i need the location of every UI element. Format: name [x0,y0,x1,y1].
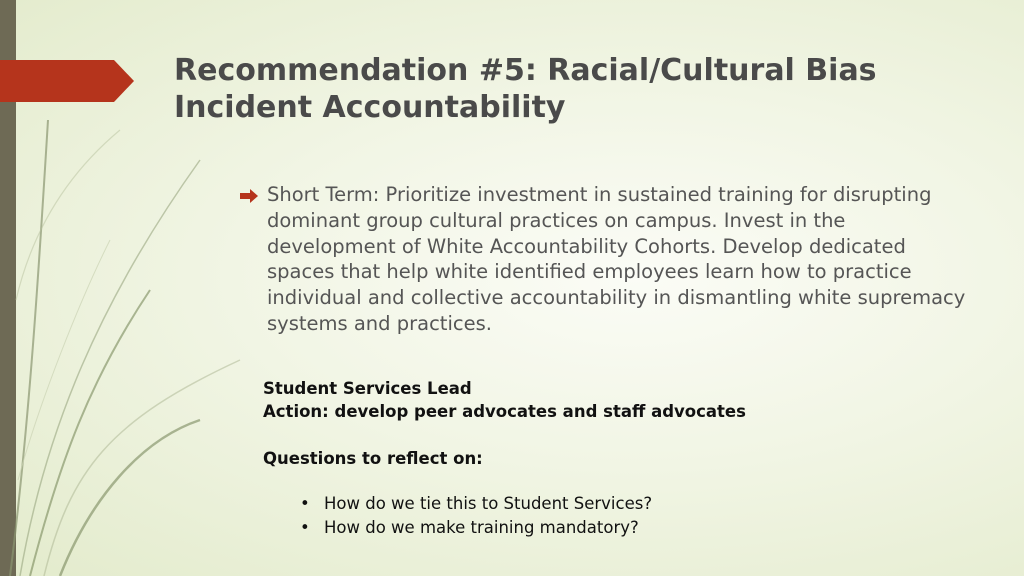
questions-heading: Questions to reflect on: [263,449,483,468]
lead-block [263,377,963,423]
bullet-dot: • [300,518,310,537]
action-label: Action: develop peer advocates and staff advocates [263,402,746,421]
short-term-bullet [240,182,970,337]
title-line-1: Recommendation #5: Racial/Cultural Bias [174,53,877,88]
lead-label: Student Services Lead [263,379,472,398]
short-term-text: Short Term: Prioritize investment in sustained training for disrupting dominant group cultural practices on campus. Invest in the development of White Accountability Cohorts. Develop dedicated spaces that help white identified employees learn how to practice individual and collective accountability in dismantling white supremacy systems and practices. [267,183,966,335]
questions-list [300,492,652,540]
slide-title [174,52,974,126]
list-item [300,516,652,540]
bullet-dot: • [300,494,310,513]
question-text: How do we make training mandatory? [324,518,639,537]
title-line-2: Incident Accountability [174,90,566,125]
red-arrow-banner [0,60,134,102]
arrow-right-icon [240,189,258,203]
list-item [300,492,652,516]
question-text: How do we tie this to Student Services? [324,494,653,513]
